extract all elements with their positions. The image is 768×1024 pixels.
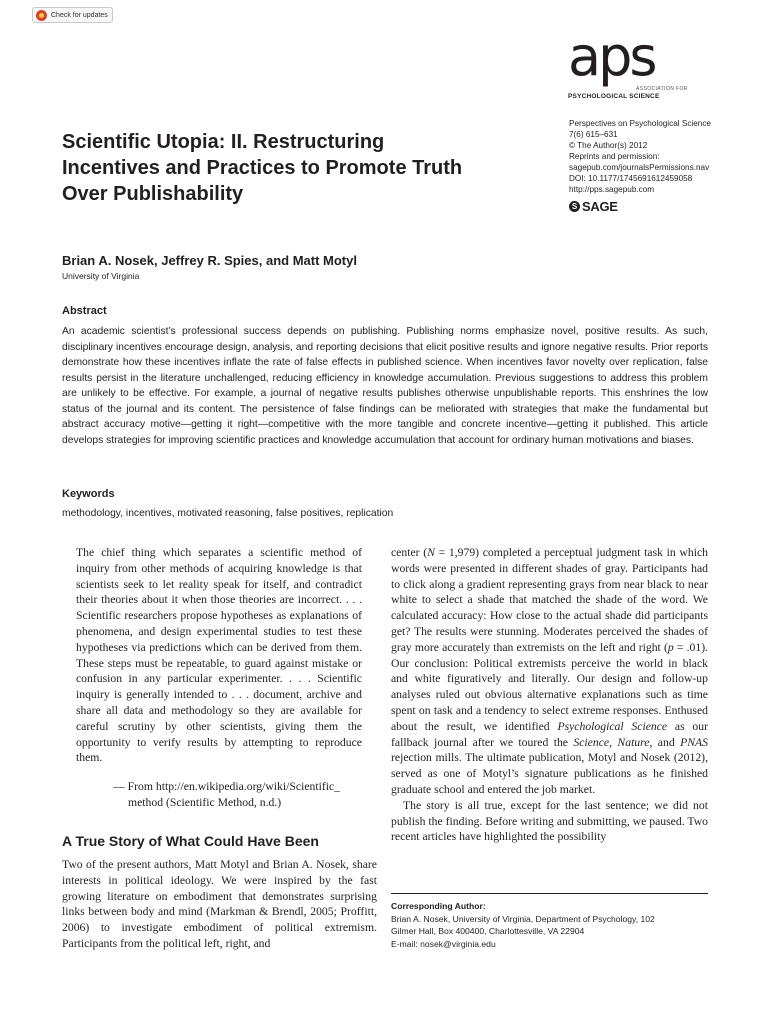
aps-logo-letters: aps xyxy=(568,25,655,88)
check-for-updates-label: Check for updates xyxy=(51,11,108,19)
copyright: © The Author(s) 2012 xyxy=(569,141,648,150)
footnote-divider xyxy=(391,893,708,894)
corresponding-email[interactable]: E-mail: nosek@virginia.edu xyxy=(391,938,496,949)
article-title: Scientific Utopia: II. Restructuring Incentives and Practices to Promote Truth Over Publishability xyxy=(62,131,463,205)
keywords-heading: Keywords xyxy=(62,488,115,500)
authors: Brian A. Nosek, Jeffrey R. Spies, and Matt Motyl xyxy=(62,253,357,268)
corresponding-author xyxy=(391,900,721,950)
sage-icon: S xyxy=(569,201,580,212)
section-heading: A True Story of What Could Have Been xyxy=(62,833,319,849)
corresponding-line-2: Gilmer Hall, Box 400400, Charlottesville, VA 22904 xyxy=(391,926,585,937)
corresponding-line-1: Brian A. Nosek, University of Virginia, Department of Psychology, 102 xyxy=(391,913,655,924)
body-col2 xyxy=(391,545,708,845)
affiliation: University of Virginia xyxy=(62,271,140,281)
aps-logo-name: PSYCHOLOGICAL SCIENCE xyxy=(568,93,660,100)
check-for-updates-button[interactable] xyxy=(32,7,113,23)
abstract-heading: Abstract xyxy=(62,305,107,317)
abstract-text: An academic scientist’s professional success depends on publishing. Publishing norms emphasize novel, positive results. As such, disciplinary incentives encourage design, analysis, and reporting decisions that elicit positive results and ignore negative results. Prior reports demonstrate how these incentives inflate the rate of false effects in published science. When incentives favor novelty over replication, false results persist in the literature unchallenged, reducing efficiency in knowledge accumulation. Previous suggestions to address this problem are unlikely to be effective. For example, a journal of negative results publishes otherwise unpublishable reports. This enshrines the low status of the journal and its content. The persistence of false findings can be meliorated with strategies that make the fundamental but abstract accuracy motive—getting it right—competitive with the more tangible and concrete incentive—getting it published. This article develops strategies for improving scientific practices and knowledge accumulation that account for ordinary human motivations and biases. xyxy=(62,326,708,446)
aps-logo-subtitle: ASSOCIATION FOR xyxy=(636,86,688,92)
journal-info xyxy=(569,118,759,195)
doi[interactable]: DOI: 10.1177/1745691612459058 xyxy=(569,174,693,183)
journal-name: Perspectives on Psychological Science xyxy=(569,119,711,128)
crossmark-icon xyxy=(36,10,47,21)
keywords-text: methodology, incentives, motivated reasoning, false positives, replication xyxy=(62,508,394,519)
reprints-label: Reprints and permission: xyxy=(569,152,660,161)
sage-name: SAGE xyxy=(582,199,618,214)
journal-volume: 7(6) 615–631 xyxy=(569,130,618,139)
permissions-link[interactable]: sagepub.com/journalsPermissions.nav xyxy=(569,163,710,172)
epigraph-quote: The chief thing which separates a scientific method of inquiry from other methods of acquiring knowledge is that scientists seek to let reality speak for itself, and contradict their theories about it when those theories are incorrect. . . . Scientific researchers propose hypotheses as explanations of phenomena, and design experimental studies to test these hypotheses via predictions which can be derived from them. These steps must be repeatable, to guard against mistake or confusion in any particular experimenter. . . . Scientific inquiry is generally intended to . . . document, archive and share all data and methodology so they are available for careful scrutiny by other scientists, giving them the opportunity to verify results by attempting to reproduce them. xyxy=(76,546,362,765)
corresponding-heading: Corresponding Author: xyxy=(391,901,486,911)
col2-paragraph-1: center (N = 1,979) completed a perceptual judgment task in which words were presented in different shades of gray. Participants had to click along a gradient representing grays from near black to near white to select a shade that matched the shade of the word. We calculated accuracy: How close to the actual shade did participants get? The results were stunning. Moderates perceived the shades of gray more accurately than extremists on the left and right (p = .01). Our conclusion: Political extremists perceive the world in black and white figuratively and literally. Our design and follow-up analyses ruled out obvious alternative explanations such as time spent on task and a tendency to select extreme responses. Enthused about the result, we identified Psychological Science as our fallback journal after we toured the Science, Nature, and PNAS rejection mills. The ultimate publication, Motyl and Nosek (2012), served as one of Motyl’s signature publications as he finished graduate school and entered the job market. xyxy=(391,546,709,796)
sage-logo xyxy=(569,199,618,214)
epigraph-source-line1[interactable]: — From http://en.wikipedia.org/wiki/Scientific_ xyxy=(113,780,341,793)
col2-paragraph-2: The story is all true, except for the last sentence; we did not publish the finding. Before writing and submitting, we paused. Two recent articles have highlighted the possibility xyxy=(391,798,708,844)
section-body-col1: Two of the present authors, Matt Motyl and Brian A. Nosek, share interests in political ideology. We were inspired by the fast growing literature on embodiment that demonstrates surprising links between body and mind (Markman & Brendl, 2005; Proffitt, 2006) to investigate embodiment of political extremism. Participants from the political left, right, and xyxy=(62,858,377,950)
journal-url[interactable]: http://pps.sagepub.com xyxy=(569,185,655,194)
aps-logo xyxy=(568,25,688,102)
epigraph-source-line2: method (Scientific Method, n.d.) xyxy=(128,795,282,809)
epigraph-source xyxy=(113,779,373,811)
